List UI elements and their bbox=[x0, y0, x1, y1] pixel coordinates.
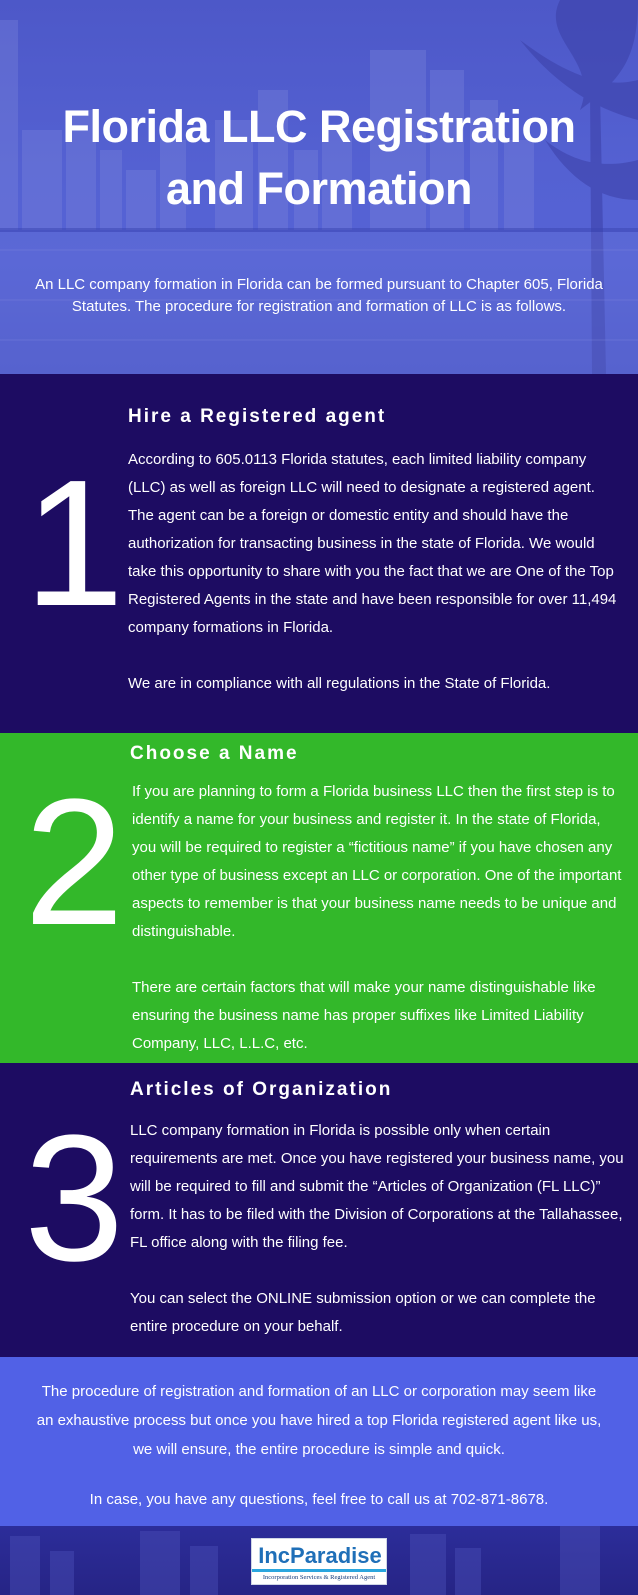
page-title: Florida LLC Registration and Formation bbox=[62, 101, 576, 214]
step-paragraph: LLC company formation in Florida is possible only when certain requirements are met. Once you have registered your business name, you will be required to fill and submit the “Articles of Organization (FL LLC)” form. It has to be filed with the Division of Corporations at the Tallahassee, FL office along with the filing fee. bbox=[130, 1122, 624, 1251]
step-paragraph: There are certain factors that will make your name distinguishable like ensuring the business name has proper suffixes like Limited Liability Company, LLC, L.L.C, etc. bbox=[132, 979, 596, 1052]
hero-section bbox=[0, 0, 638, 374]
step-number: 3 bbox=[24, 1098, 125, 1299]
intro-text: An LLC company formation in Florida can be formed pursuant to Chapter 605, Florida Statutes. The procedure for registration and formation of LLC is as follows. bbox=[35, 276, 603, 315]
step-body bbox=[128, 446, 624, 698]
step-number: 1 bbox=[24, 443, 125, 644]
step-number: 2 bbox=[24, 762, 125, 963]
logo-divider bbox=[252, 1569, 386, 1572]
contact-text: In case, you have any questions, feel free to call us at 702-871-8678. bbox=[89, 1491, 549, 1508]
step-heading: Choose a Name bbox=[130, 743, 299, 764]
logo-brand-text: IncParadise bbox=[258, 1543, 382, 1568]
closing-text: The procedure of registration and formation of an LLC or corporation may seem like an exhaustive process but once you have hired a top Florida registered agent like us, we will ensure, the entire procedure is simple and quick. bbox=[36, 1383, 602, 1458]
step-3-section bbox=[0, 1063, 638, 1357]
incparadise-logo[interactable] bbox=[251, 1538, 387, 1585]
footer bbox=[0, 1526, 638, 1595]
logo-tagline: Incorporation Services & Registered Agent bbox=[262, 1574, 376, 1581]
step-heading: Articles of Organization bbox=[130, 1079, 393, 1100]
step-paragraph: According to 605.0113 Florida statutes, each limited liability company (LLC) as well as foreign LLC will need to designate a registered agent. The agent can be a foreign or domestic entity and should have the authorization for transacting business in the state of Florida. We would take this opportunity to share with you the fact that we are One of the Top Registered Agents in the state and have been responsible for over 11,494 company formations in Florida. bbox=[128, 451, 617, 636]
closing-section bbox=[0, 1357, 638, 1526]
step-paragraph: You can select the ONLINE submission option or we can complete the entire procedure on your behalf. bbox=[130, 1290, 596, 1335]
step-paragraph: We are in compliance with all regulations in the State of Florida. bbox=[128, 675, 551, 692]
step-body bbox=[132, 778, 628, 1058]
step-heading: Hire a Registered agent bbox=[128, 406, 387, 427]
step-paragraph: If you are planning to form a Florida business LLC then the first step is to identify a name for your business and register it. In the state of Florida, you will be required to register a “fictitious name” if you have chosen any other type of business except an LLC or corporation. One of the important aspects to remember is that your business name needs to be unique and distinguishable. bbox=[132, 783, 622, 940]
step-1-section bbox=[0, 374, 638, 733]
step-body bbox=[130, 1117, 626, 1341]
step-2-section bbox=[0, 733, 638, 1063]
